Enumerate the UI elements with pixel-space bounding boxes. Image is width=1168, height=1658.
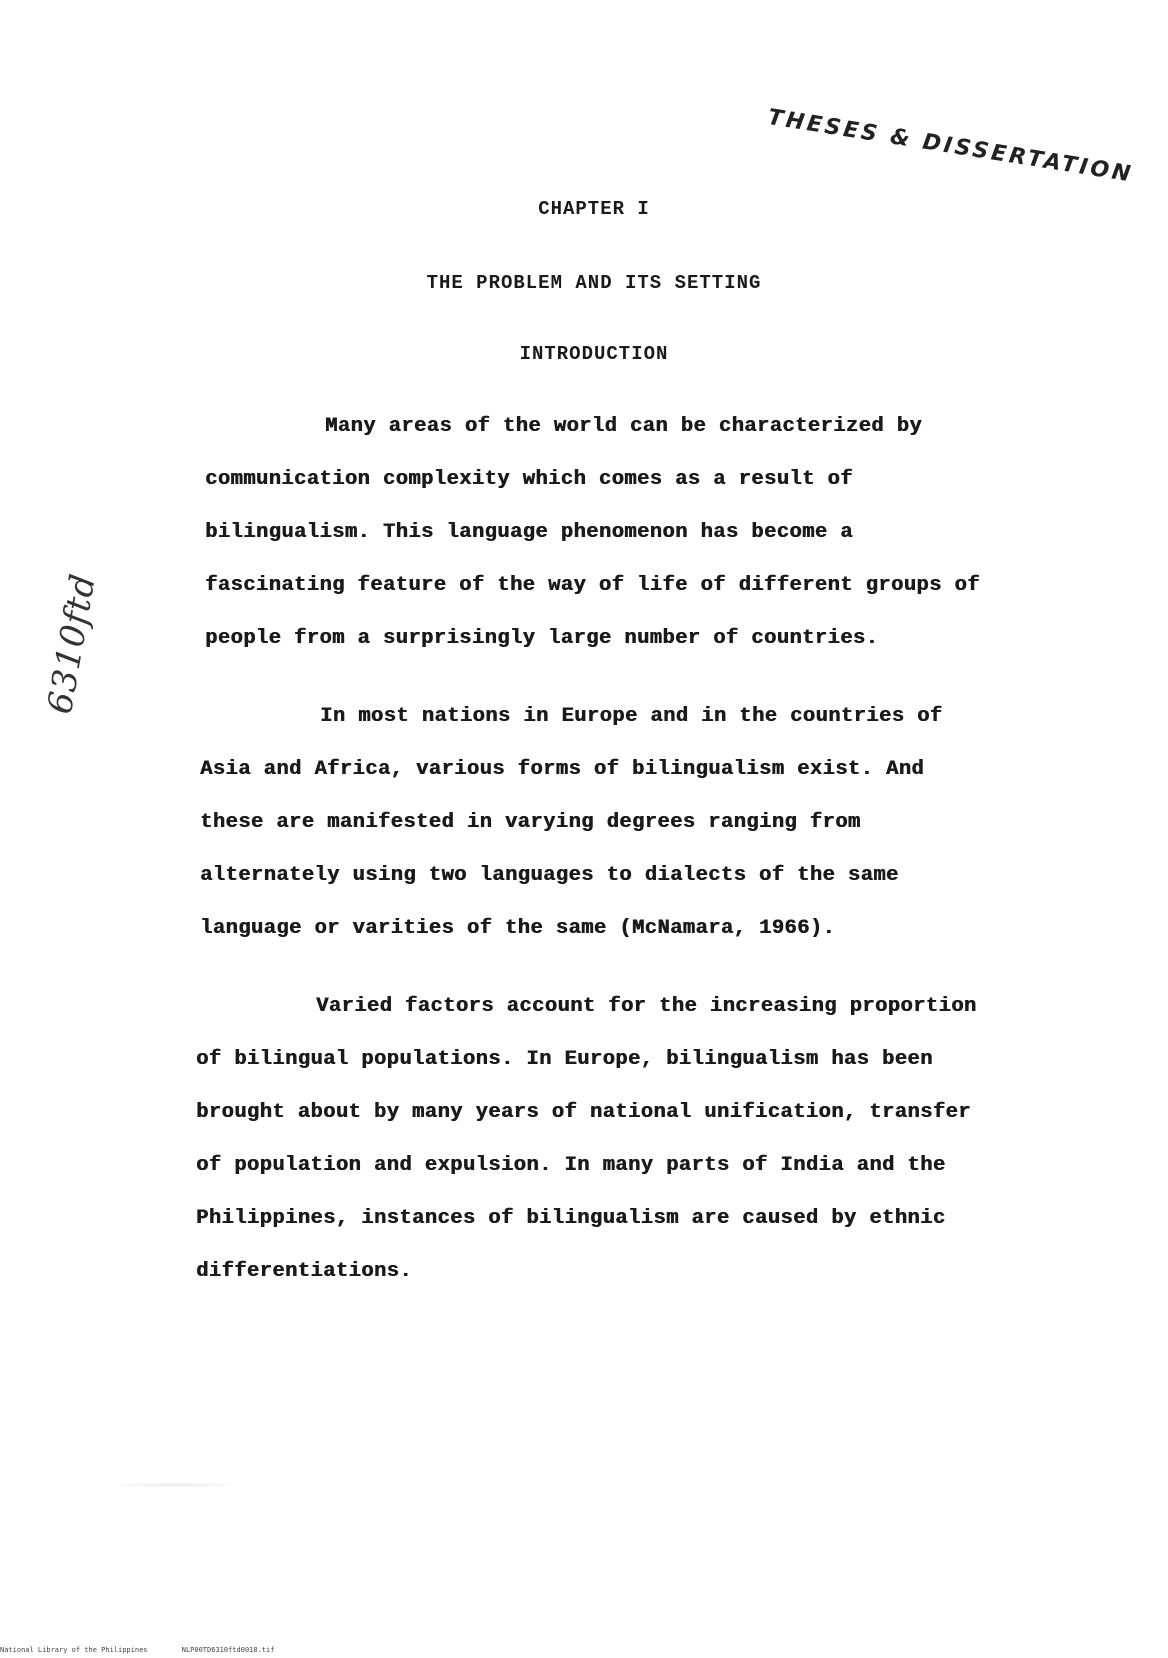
section-heading: INTRODUCTION bbox=[519, 343, 669, 365]
paragraph-text: Varied factors account for the increasing proportion of bilingual populations. In Europe, bilingualism has been brought about by many years of national unification, transfer of population and expulsion. In many parts of India and the Philippines, instances of bilingualism are caused by ethnic differentiations. bbox=[196, 995, 977, 1283]
theses-dissertation-stamp: THESES & DISSERTATION bbox=[766, 105, 1135, 188]
scan-footer bbox=[0, 1646, 304, 1654]
footer-library: National Library of the Philippines bbox=[0, 1646, 148, 1654]
paragraph-1 bbox=[205, 400, 995, 665]
paragraph-3 bbox=[196, 980, 986, 1298]
chapter-title: THE PROBLEM AND ITS SETTING bbox=[426, 272, 762, 294]
footer-filename: NLP00TD6310ftd0018.tif bbox=[181, 1646, 275, 1654]
paragraph-2 bbox=[200, 690, 990, 955]
paragraph-text: In most nations in Europe and in the countries of Asia and Africa, various forms of bilingualism exist. And these are manifested in varying degrees ranging from alternately using two languages to dialects of the same language or varities of the same (McNamara, 1966). bbox=[200, 705, 943, 940]
scan-smudge bbox=[120, 1483, 230, 1487]
chapter-heading: CHAPTER I bbox=[538, 198, 650, 220]
paragraph-text: Many areas of the world can be characterized by communication complexity which comes as a result of bilingualism. This language phenomenon has become a fascinating feature of the way of life of different groups of people from a surprisingly large number of countries. bbox=[205, 415, 980, 650]
handwritten-call-number: 6310ftd bbox=[40, 570, 104, 717]
